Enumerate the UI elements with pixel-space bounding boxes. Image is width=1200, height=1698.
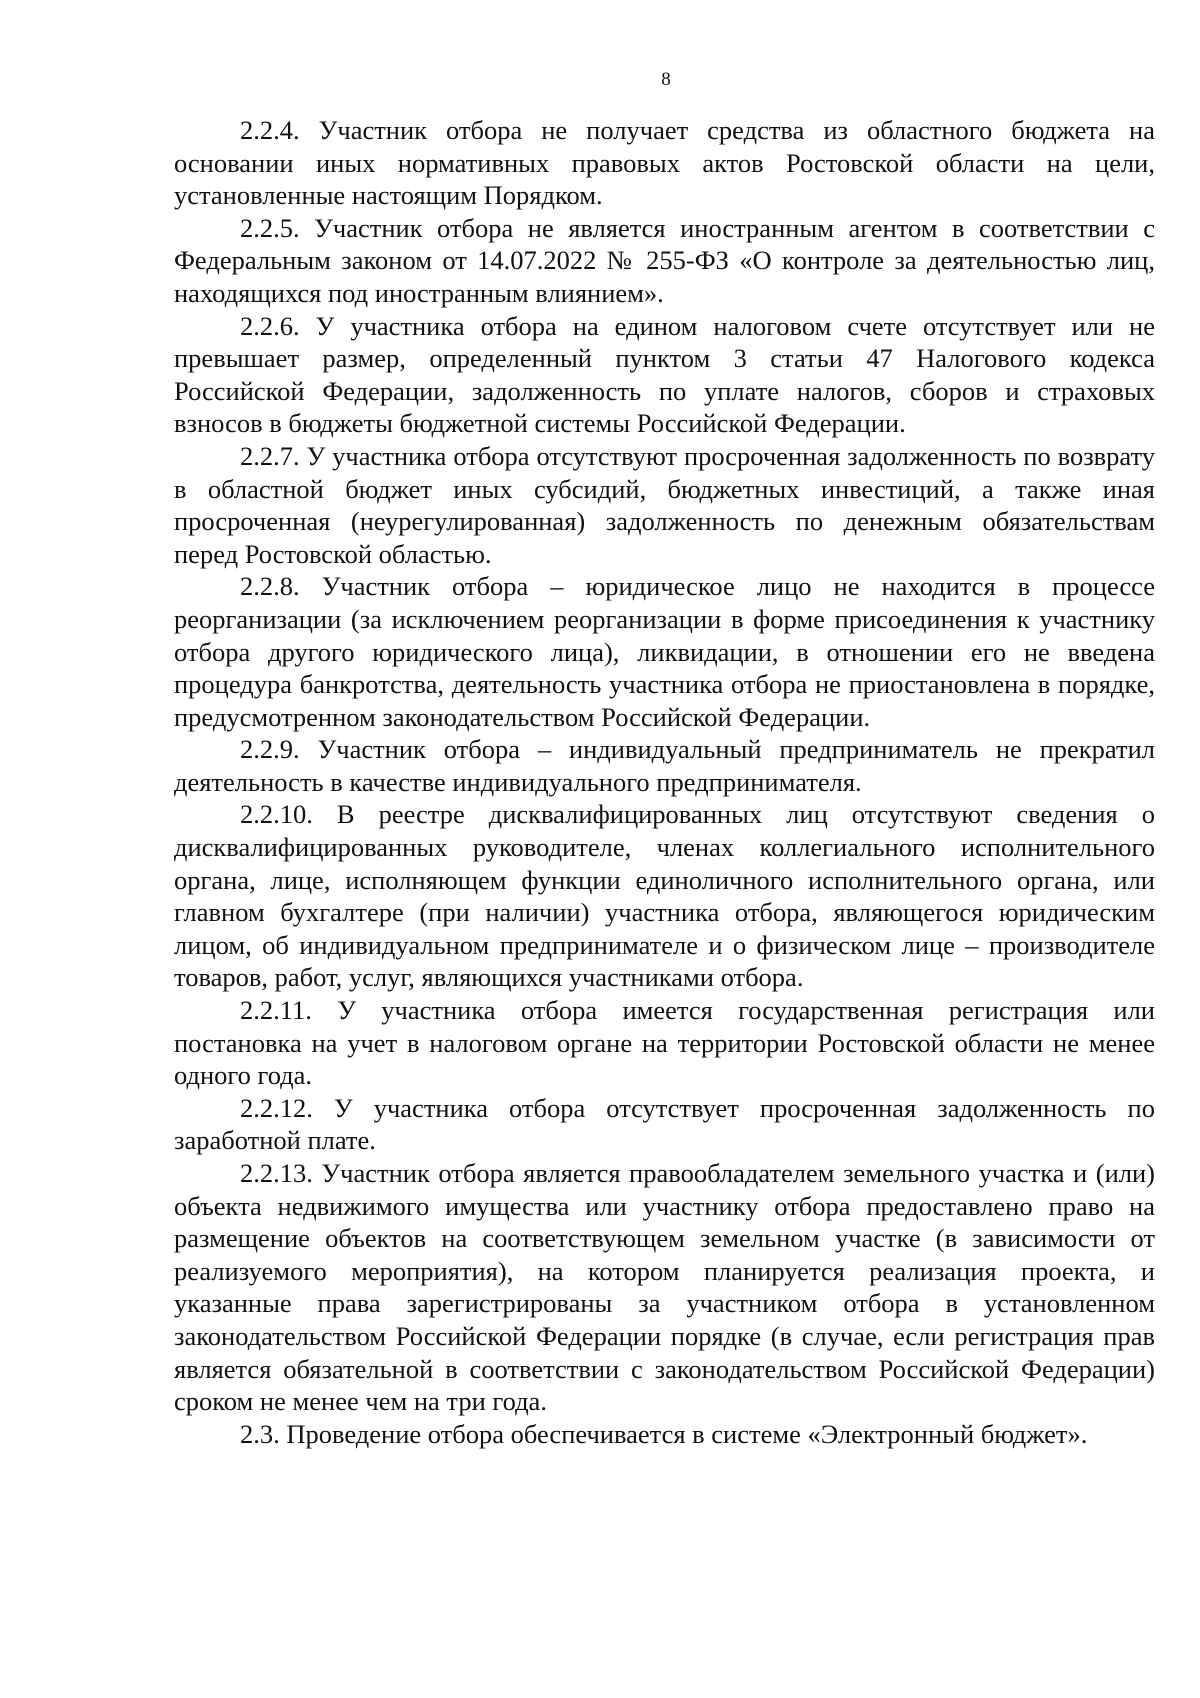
paragraph-2-2-10: 2.2.10. В реестре дисквалифицированных лиц отсутствуют сведения о дисквалифицированных руководителе, членах коллегиального исполнительного органа, лице, исполняющем функции единоличного исполнительного органа, или главном бухгалтере (при наличии) участника отбора, являющегося юридическим лицом, об индивидуальном предпринимателе и о физическом лице – производителе товаров, работ, услуг, являющихся участниками отбора.: [174, 799, 1155, 993]
paragraph-2-2-12: 2.2.12. У участника отбора отсутствует просроченная задолженность по заработной плате.: [174, 1092, 1155, 1156]
paragraph-2-2-7: 2.2.7. У участника отбора отсутствуют просроченная задолженность по возврату в областной бюджет иных субсидий, бюджетных инвестиций, а также иная просроченная (неурегулированная) задолженность по денежным обязательствам перед Ростовской областью.: [174, 440, 1155, 569]
page-number: 8: [661, 69, 671, 90]
paragraph-2-2-13: 2.2.13. Участник отбора является правообладателем земельного участка и (или) объекта недвижимого имущества или участнику отбора предоставлено право на размещение объектов на соответствующем земельном участке (в зависимости от реализуемого мероприятия), на котором планируется реализация проекта, и указанные права зарегистрированы за участником отбора в установленном законодательством Российской Федерации порядке (в случае, если регистрация прав является обязательной в соответствии с законодательством Российской Федерации) сроком не менее чем на три года.: [174, 1158, 1155, 1417]
paragraph-2-2-6: 2.2.6. У участника отбора на едином налоговом счете отсутствует или не превышает размер, определенный пунктом 3 статьи 47 Налогового кодекса Российской Федерации, задолженность по уплате налогов, сборов и страховых взносов в бюджеты бюджетной системы Российской Федерации.: [174, 310, 1155, 439]
paragraph-2-2-4: 2.2.4. Участник отбора не получает средства из областного бюджета на основании иных нормативных правовых актов Ростовской области на цели, установленные настоящим Порядком.: [174, 115, 1155, 211]
document-body: [174, 114, 1155, 1450]
paragraph-2-2-11: 2.2.11. У участника отбора имеется государственная регистрация или постановка на учет в налоговом органе на территории Ростовской области не менее одного года.: [174, 995, 1155, 1091]
paragraph-2-2-9: 2.2.9. Участник отбора – индивидуальный предприниматель не прекратил деятельность в качестве индивидуального предпринимателя.: [174, 734, 1155, 797]
paragraph-2-3: 2.3. Проведение отбора обеспечивается в системе «Электронный бюджет».: [240, 1418, 1088, 1449]
paragraph-2-2-8: 2.2.8. Участник отбора – юридическое лицо не находится в процессе реорганизации (за исключением реорганизации в форме присоединения к участнику отбора другого юридического лица), ликвидации, в отношении его не введена процедура банкротства, деятельность участника отбора не приостановлена в порядке, предусмотренном законодательством Российской Федерации.: [174, 571, 1155, 732]
paragraph-2-2-5: 2.2.5. Участник отбора не является иностранным агентом в соответствии с Федеральным законом от 14.07.2022 № 255-ФЗ «О контроле за деятельностью лиц, находящихся под иностранным влиянием».: [174, 212, 1155, 308]
